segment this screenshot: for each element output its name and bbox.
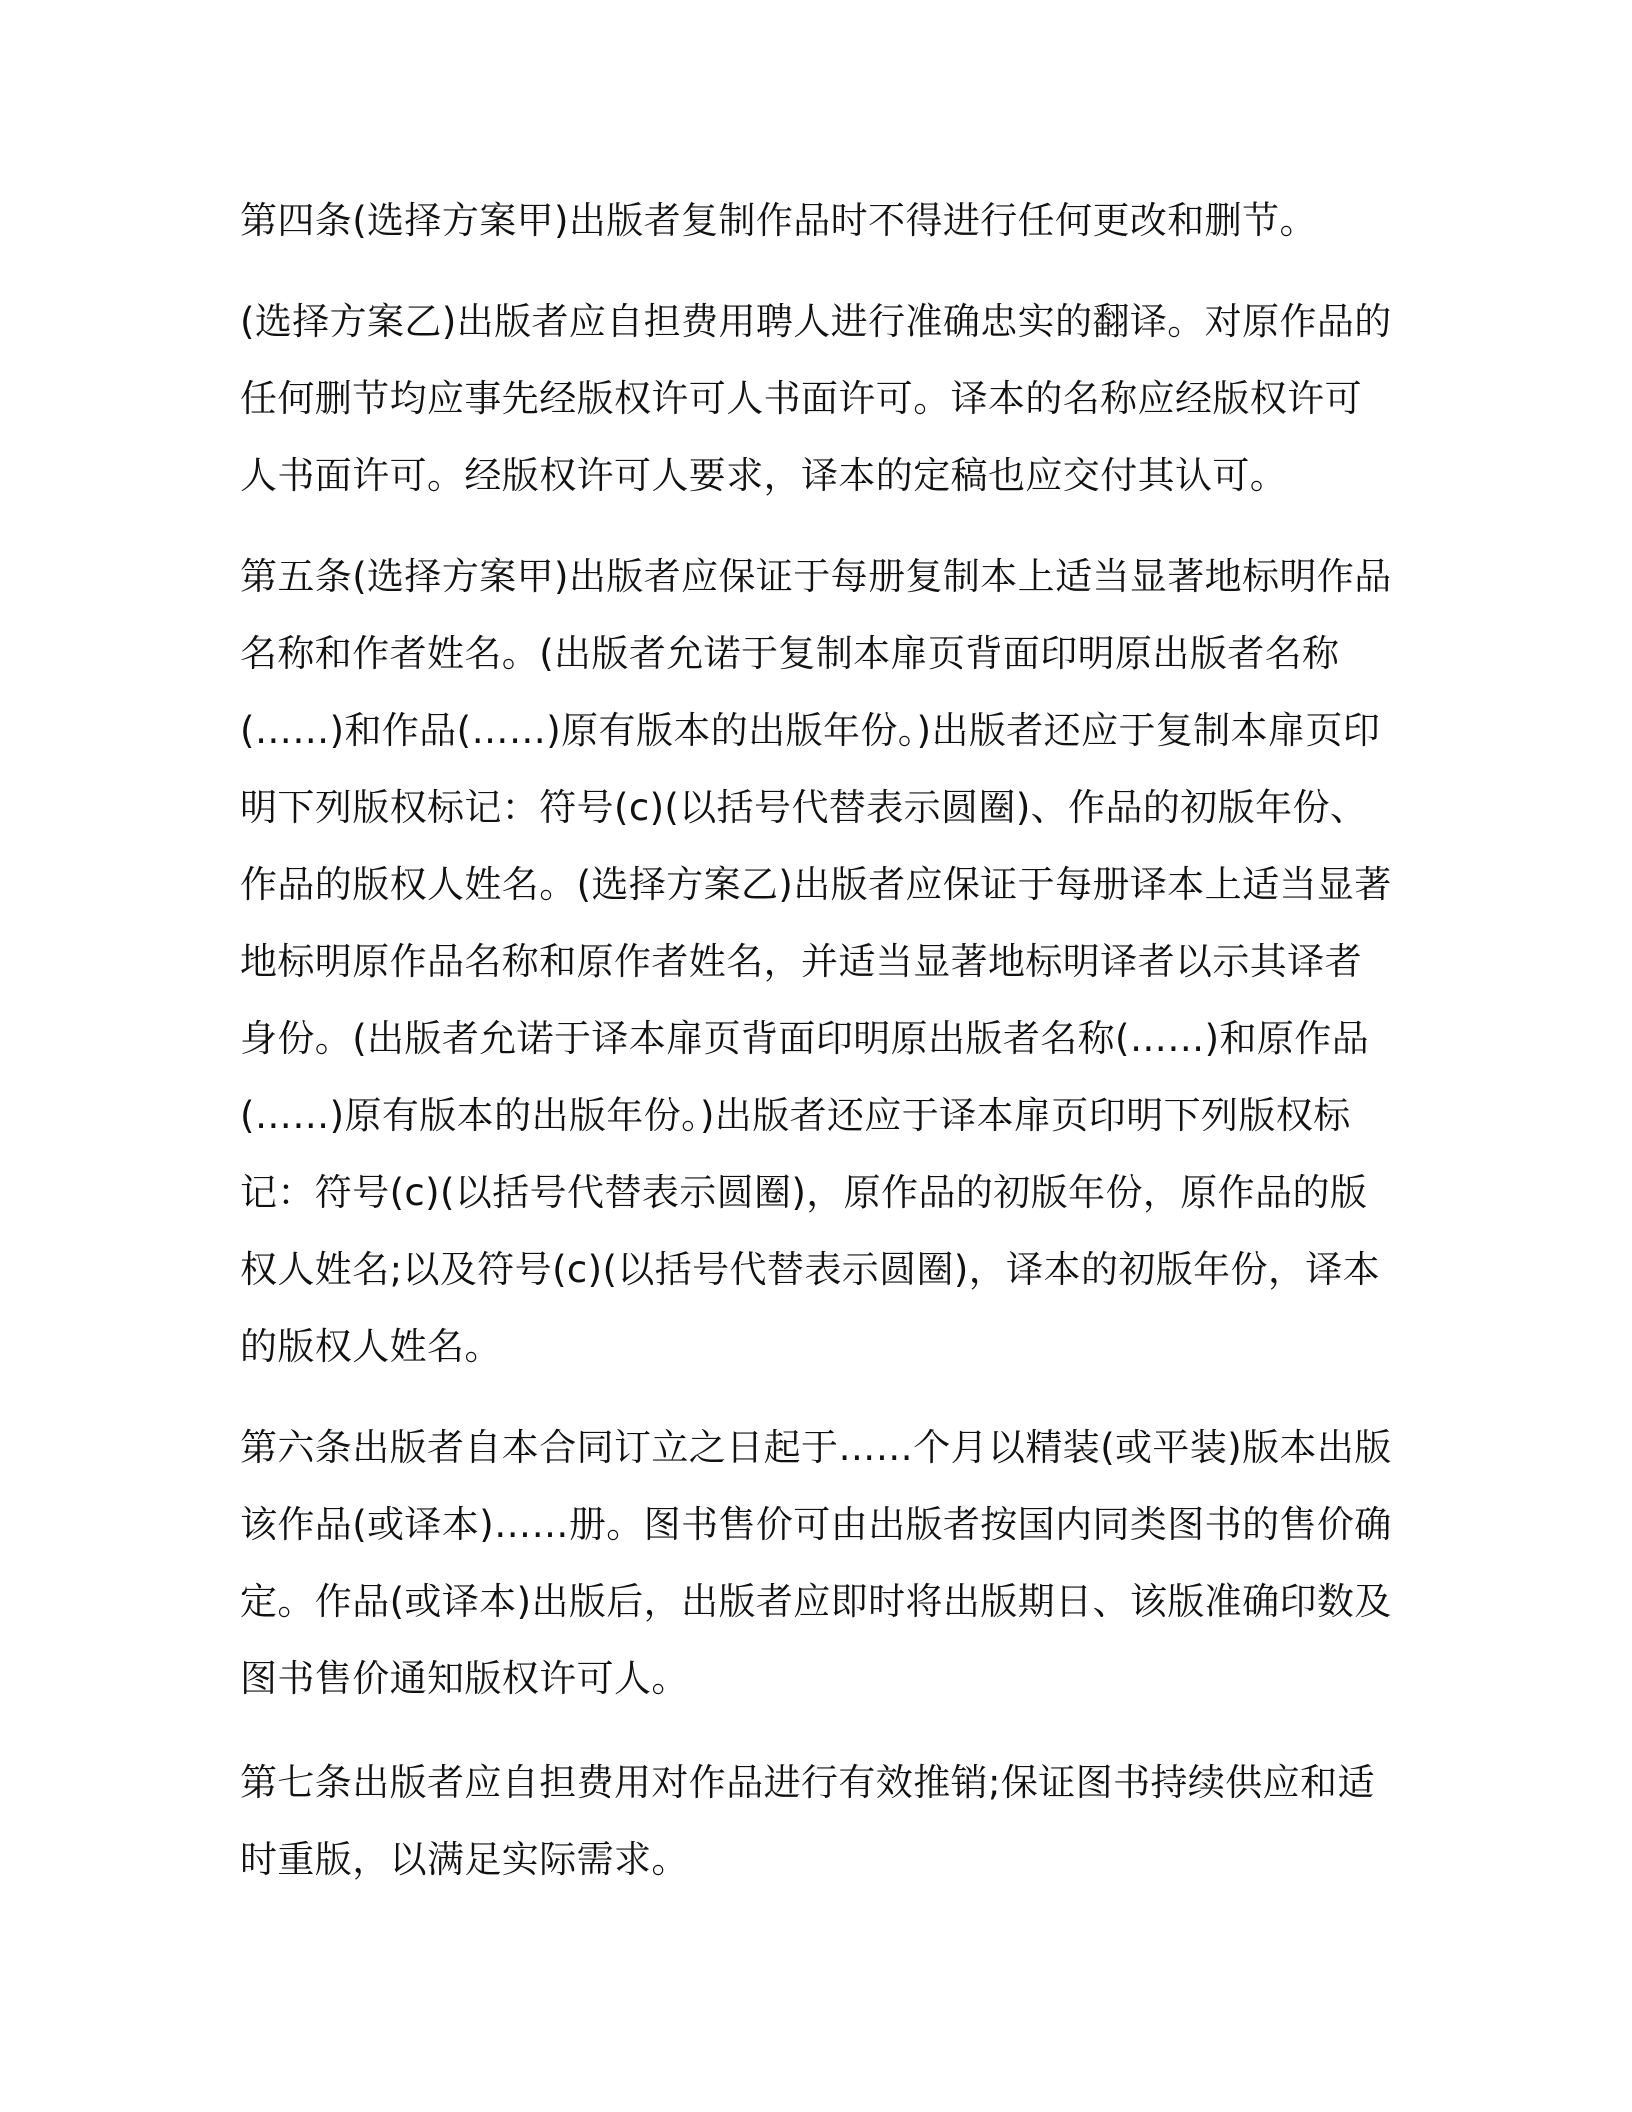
article-5-paragraph: 第五条(选择方案甲)出版者应保证于每册复制本上适当显著地标明作品 名称和作者姓名。(出版者允诺于复制本扉页背面印明原出版者名称 (……)和作品(……)原有版本的出版年份。)出版者还应于复制本扉页印 明下列版权标记：符号(c)(以括号代替表示圆圈)、作品的初版年份、 作品的版权人姓名。(选择方案乙)出版者应保证于每册译本上适当显著 地标明原作品名称和原作者姓名，并适当显著地标明译者以示其译者 身份。(出版者允诺于译本扉页背面印明原出版者名称(……)和原作品 (……)原有版本的出版年份。)出版者还应于译本扉页印明下列版权标 记：符号(c)(以括号代替表示圆圈)，原作品的初版年份，原作品的版 权人姓名;以及符号(c)(以括号代替表示圆圈)，译本的初版年份，译本 的版权人姓名。: [240, 555, 1392, 1368]
article-4-option-b-paragraph: (选择方案乙)出版者应自担费用聘人进行准确忠实的翻译。对原作品的 任何删节均应事先经版权许可人书面许可。译本的名称应经版权许可 人书面许可。经版权许可人要求，译本的定稿也应交付其认可。: [240, 300, 1392, 497]
article-4-option-a-paragraph: 第四条(选择方案甲)出版者复制作品时不得进行任何更改和删节。: [240, 199, 1317, 242]
article-6-paragraph: 第六条出版者自本合同订立之日起于……个月以精装(或平装)版本出版 该作品(或译本)……册。图书售价可由出版者按国内同类图书的售价确 定。作品(或译本)出版后，出版者应即时将出版期日、该版准确印数及 图书售价通知版权许可人。: [240, 1426, 1392, 1700]
article-7-paragraph: 第七条出版者应自担费用对作品进行有效推销;保证图书持续供应和适 时重版，以满足实际需求。: [240, 1761, 1375, 1881]
